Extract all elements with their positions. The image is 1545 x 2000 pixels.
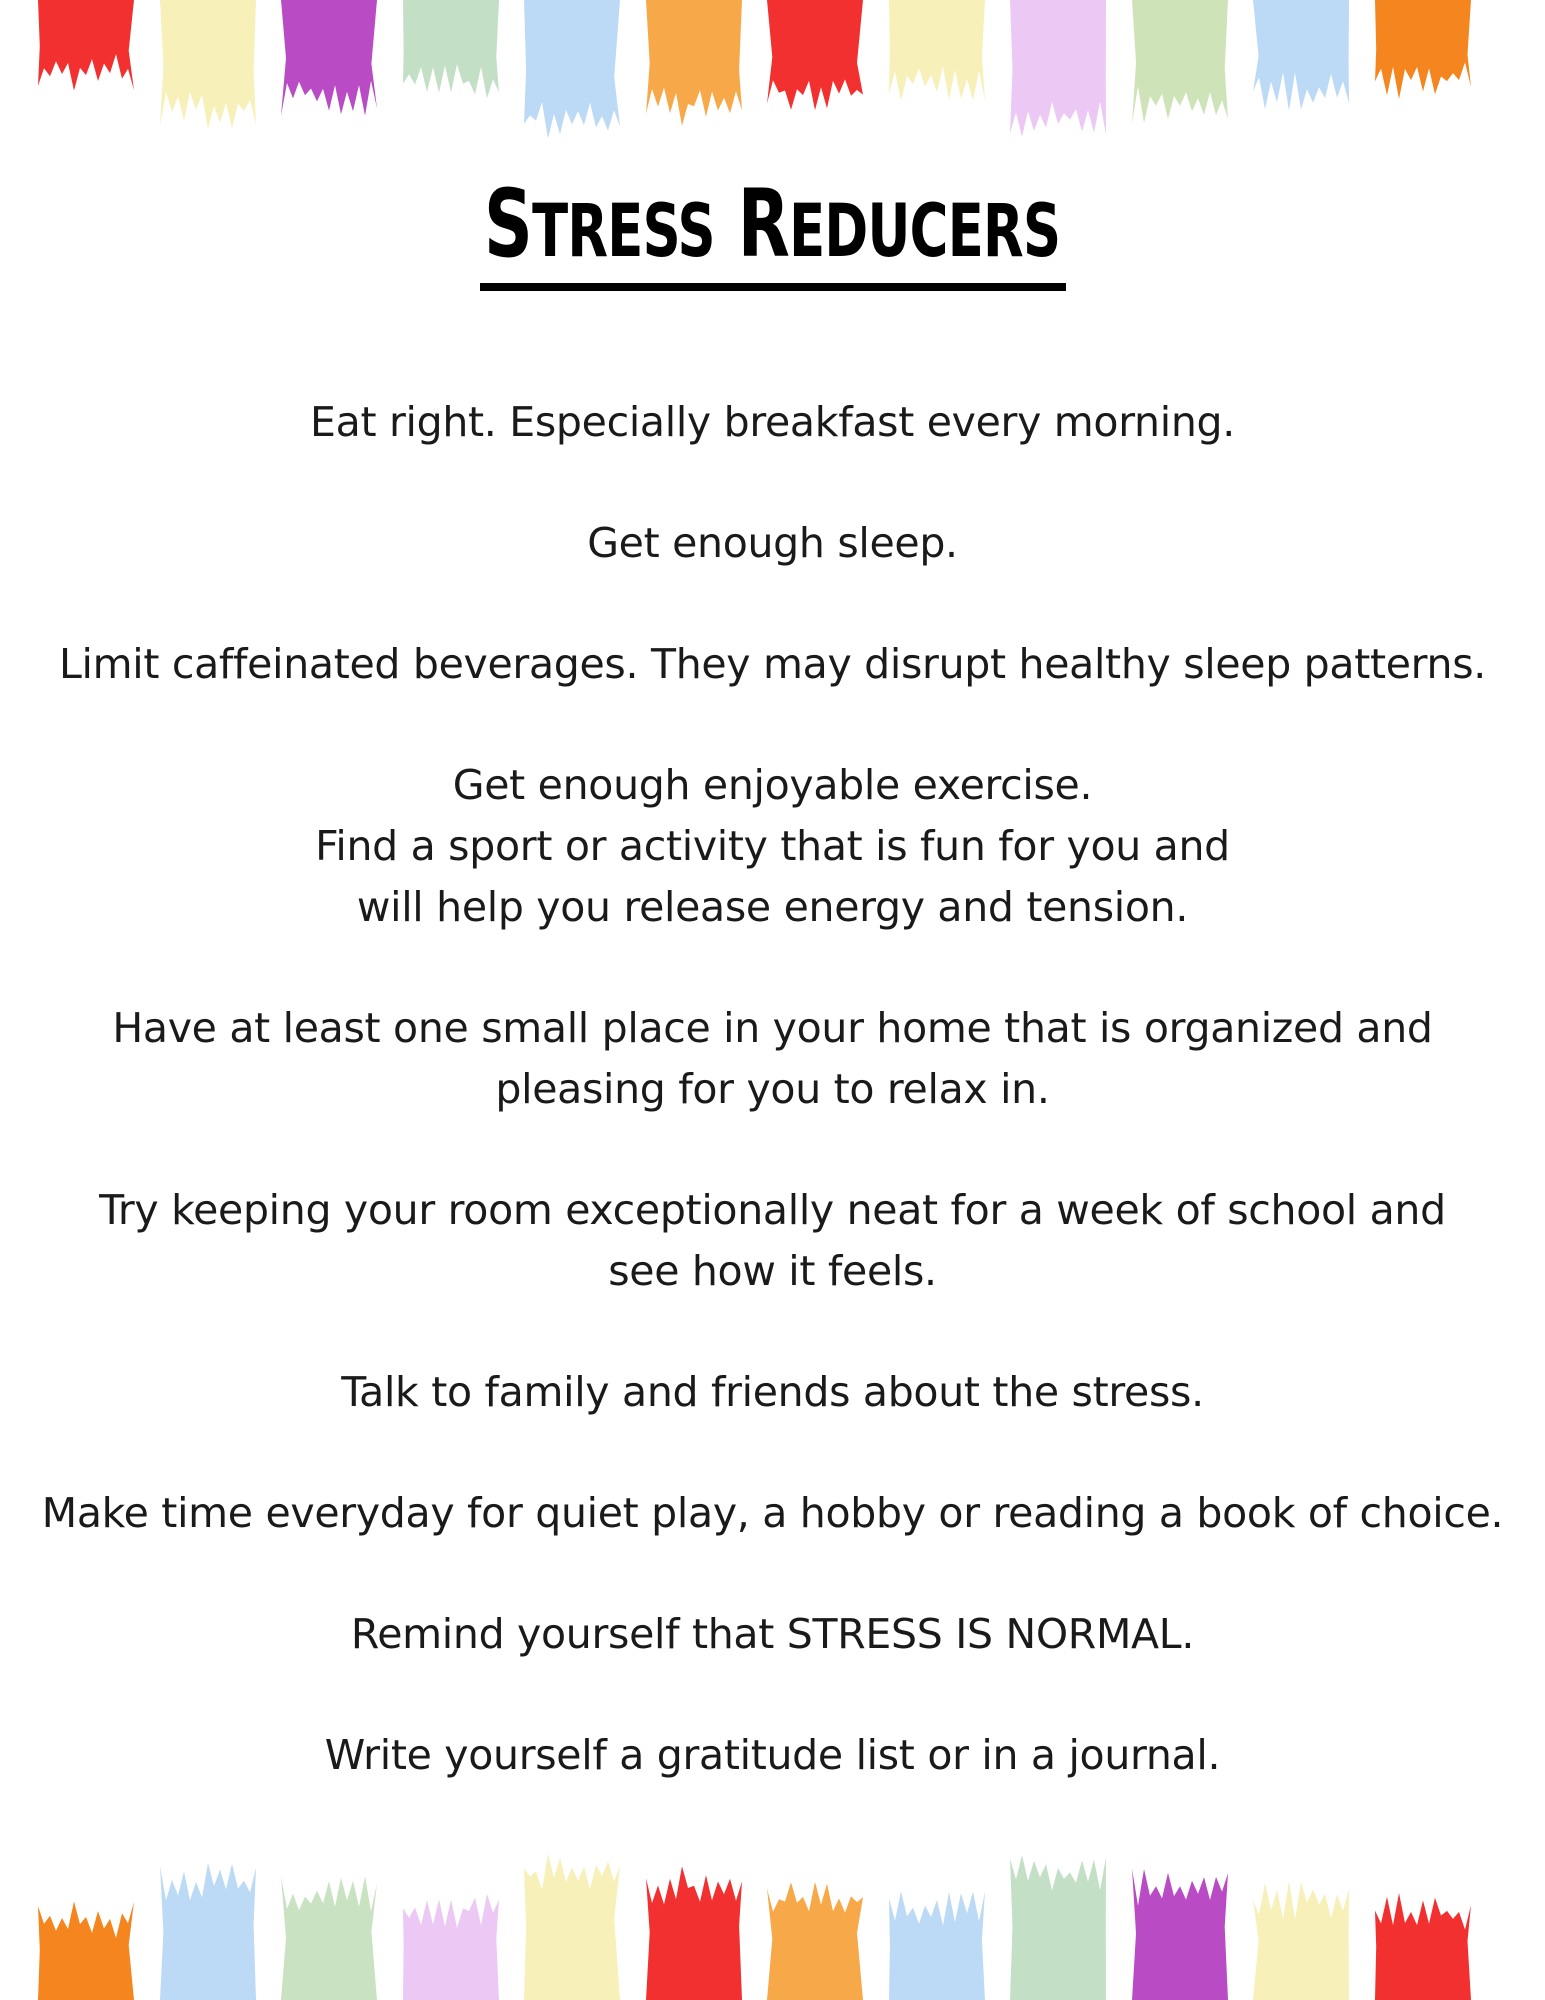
brush-stroke bbox=[1010, 0, 1106, 138]
bottom-brush-border bbox=[0, 1850, 1545, 2000]
brush-stroke-shape bbox=[160, 0, 256, 129]
brush-stroke bbox=[646, 0, 742, 127]
tip-item: Remind yourself that STRESS IS NORMAL. bbox=[350, 1610, 1195, 1658]
tip-item: Limit caffeinated beverages. They may disrupt healthy sleep patterns. bbox=[58, 640, 1487, 688]
brush-stroke bbox=[524, 0, 620, 140]
brush-stroke bbox=[1253, 0, 1349, 112]
brush-stroke bbox=[1010, 1854, 1106, 2000]
brush-stroke bbox=[38, 0, 134, 92]
brush-stroke-shape bbox=[1253, 1881, 1349, 2000]
brush-stroke bbox=[767, 1878, 863, 2000]
brush-stroke-shape bbox=[1375, 0, 1471, 99]
tip-item: Make time everyday for quiet play, a hobby or reading a book of choice. bbox=[41, 1489, 1504, 1537]
brush-stroke bbox=[281, 0, 377, 116]
brush-stroke-shape bbox=[767, 1882, 863, 2000]
tip-item: Talk to family and friends about the stress. bbox=[341, 1368, 1204, 1416]
tip-item: Have at least one small place in your home that is organized and pleasing for you to relax in. bbox=[112, 1004, 1433, 1113]
brush-stroke-shape bbox=[281, 1876, 377, 2000]
tip-item: Eat right. Especially breakfast every morning. bbox=[310, 398, 1235, 446]
tip-item: Try keeping your room exceptionally neat for a week of school and see how it feels. bbox=[99, 1186, 1446, 1295]
brush-stroke bbox=[403, 0, 499, 103]
brush-stroke bbox=[889, 1891, 985, 2000]
brush-stroke-shape bbox=[38, 1901, 134, 2000]
brush-stroke-shape bbox=[646, 0, 742, 126]
brush-stroke bbox=[403, 1889, 499, 2000]
brush-stroke-shape bbox=[767, 0, 863, 110]
brush-stroke bbox=[1132, 1867, 1228, 2000]
tips-list bbox=[0, 392, 1545, 1846]
top-brush-border bbox=[0, 0, 1545, 150]
brush-stroke-shape bbox=[524, 0, 620, 139]
brush-stroke bbox=[1132, 0, 1228, 125]
tip-item: Get enough sleep. bbox=[587, 519, 958, 567]
brush-stroke bbox=[281, 1876, 377, 2000]
tip-item: Get enough enjoyable exercise. Find a sport or activity that is fun for you and will help you release energy and tension. bbox=[315, 761, 1230, 931]
brush-stroke bbox=[38, 1900, 134, 2000]
brush-stroke-shape bbox=[524, 1854, 620, 2000]
tip-item: Write yourself a gratitude list or in a journal. bbox=[324, 1731, 1221, 1779]
brush-stroke-shape bbox=[1375, 1893, 1471, 2000]
brush-stroke bbox=[646, 1865, 742, 2000]
brush-stroke-shape bbox=[646, 1866, 742, 2000]
brush-stroke-shape bbox=[889, 1891, 985, 2000]
brush-stroke-shape bbox=[403, 1894, 499, 2000]
brush-stroke bbox=[1375, 1893, 1471, 2000]
brush-stroke-shape bbox=[281, 0, 377, 116]
page-title: STRESS REDUCERS bbox=[484, 170, 1061, 279]
brush-stroke-shape bbox=[38, 0, 134, 91]
brush-stroke bbox=[160, 0, 256, 129]
brush-stroke-shape bbox=[1132, 0, 1228, 124]
brush-stroke bbox=[889, 0, 985, 101]
brush-stroke-shape bbox=[889, 0, 985, 101]
brush-stroke bbox=[1253, 1880, 1349, 2000]
brush-stroke bbox=[524, 1852, 620, 2000]
brush-stroke-shape bbox=[160, 1863, 256, 2000]
brush-stroke-shape bbox=[1253, 0, 1349, 111]
title-underline bbox=[480, 283, 1066, 291]
brush-stroke bbox=[160, 1863, 256, 2000]
brush-stroke bbox=[1375, 0, 1471, 99]
brush-stroke bbox=[767, 0, 863, 114]
brush-stroke-shape bbox=[403, 0, 499, 98]
brush-stroke-shape bbox=[1010, 1855, 1106, 2000]
brush-stroke-shape bbox=[1132, 1869, 1228, 2000]
brush-stroke-shape bbox=[1010, 0, 1106, 137]
title-block bbox=[0, 170, 1545, 279]
